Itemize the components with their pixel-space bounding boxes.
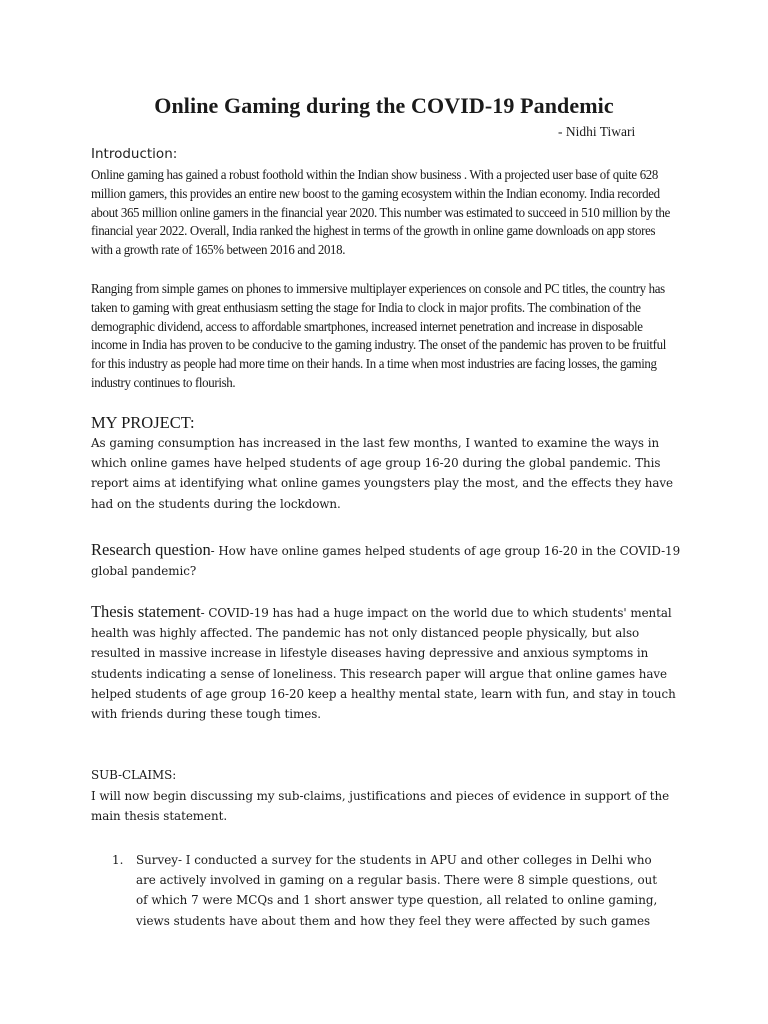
subclaims-list: [112, 850, 672, 931]
introduction-paragraph-1: Online gaming has gained a robust foothold within the Indian show business . With a projected user base of quite 628 million gamers, this provides an entire new boost to the gaming ecosystem within the Indian economy. India recorded about 365 million online gamers in the financial year 2020. This number was estimated to succeed in 510 million by the financial year 2022. Overall, India ranked the highest in terms of the growth in online game downloads on app stores with a growth rate of 165% between 2016 and 2018.: [91, 167, 671, 258]
list-item: [112, 850, 672, 931]
research-question: [91, 540, 691, 581]
introduction-heading: Introduction:: [91, 146, 178, 162]
thesis-statement-text: - COVID-19 has had a huge impact on the world due to which students' mental health was highly affected. The pandemic has not only distanced people physically, but also resulted in massive increase in lifestyle diseases having depressive and anxious symptoms in students indicating a sense of loneliness. This research paper will argue that online games have helped students of age group 16-20 keep a healthy mental state, learn with fun, and stay in touch with friends during these tough times.: [91, 606, 676, 722]
page-title: Online Gaming during the COVID-19 Pandemic: [154, 93, 614, 118]
research-question-text: - How have online games helped students of age group 16-20 in the COVID-19 global pandemic?: [91, 544, 681, 579]
author-line: - Nidhi Tiwari: [558, 124, 636, 139]
thesis-statement: [91, 602, 691, 724]
list-item-text: Survey- I conducted a survey for the students in APU and other colleges in Delhi who are actively involved in gaming on a regular basis. There were 8 simple questions, out of which 7 were MCQs and 1 short answer type question, all related to online gaming, views students have about them and how they feel they were affected by such games: [136, 853, 658, 928]
list-item-number: 1.: [112, 853, 124, 867]
project-paragraph: As gaming consumption has increased in the last few months, I wanted to examine the ways in which online games have helped students of age group 16-20 during the global pandemic. This report aims at identifying what online games youngsters play the most, and the effects they have had on the students during the lockdown.: [91, 436, 674, 511]
subclaims-paragraph: I will now begin discussing my sub-claims, justifications and pieces of evidence in support of the main thesis statement.: [91, 789, 670, 824]
thesis-statement-label: Thesis statement: [91, 602, 201, 621]
project-heading: MY PROJECT:: [91, 413, 195, 432]
introduction-paragraph-2: Ranging from simple games on phones to immersive multiplayer experiences on console and PC titles, the country has taken to gaming with great enthusiasm setting the stage for India to clock in major profits. The combination of the demographic dividend, access to affordable smartphones, increased internet penetration and increase in disposable income in India has proven to be conducive to the gaming industry. The onset of the pandemic has proven to be fruitful for this industry as people had more time on their hands. In a time when most industries are facing losses, the gaming industry continues to flourish.: [91, 281, 666, 390]
subclaims-heading: SUB-CLAIMS:: [91, 768, 177, 782]
research-question-label: Research question: [91, 540, 211, 559]
